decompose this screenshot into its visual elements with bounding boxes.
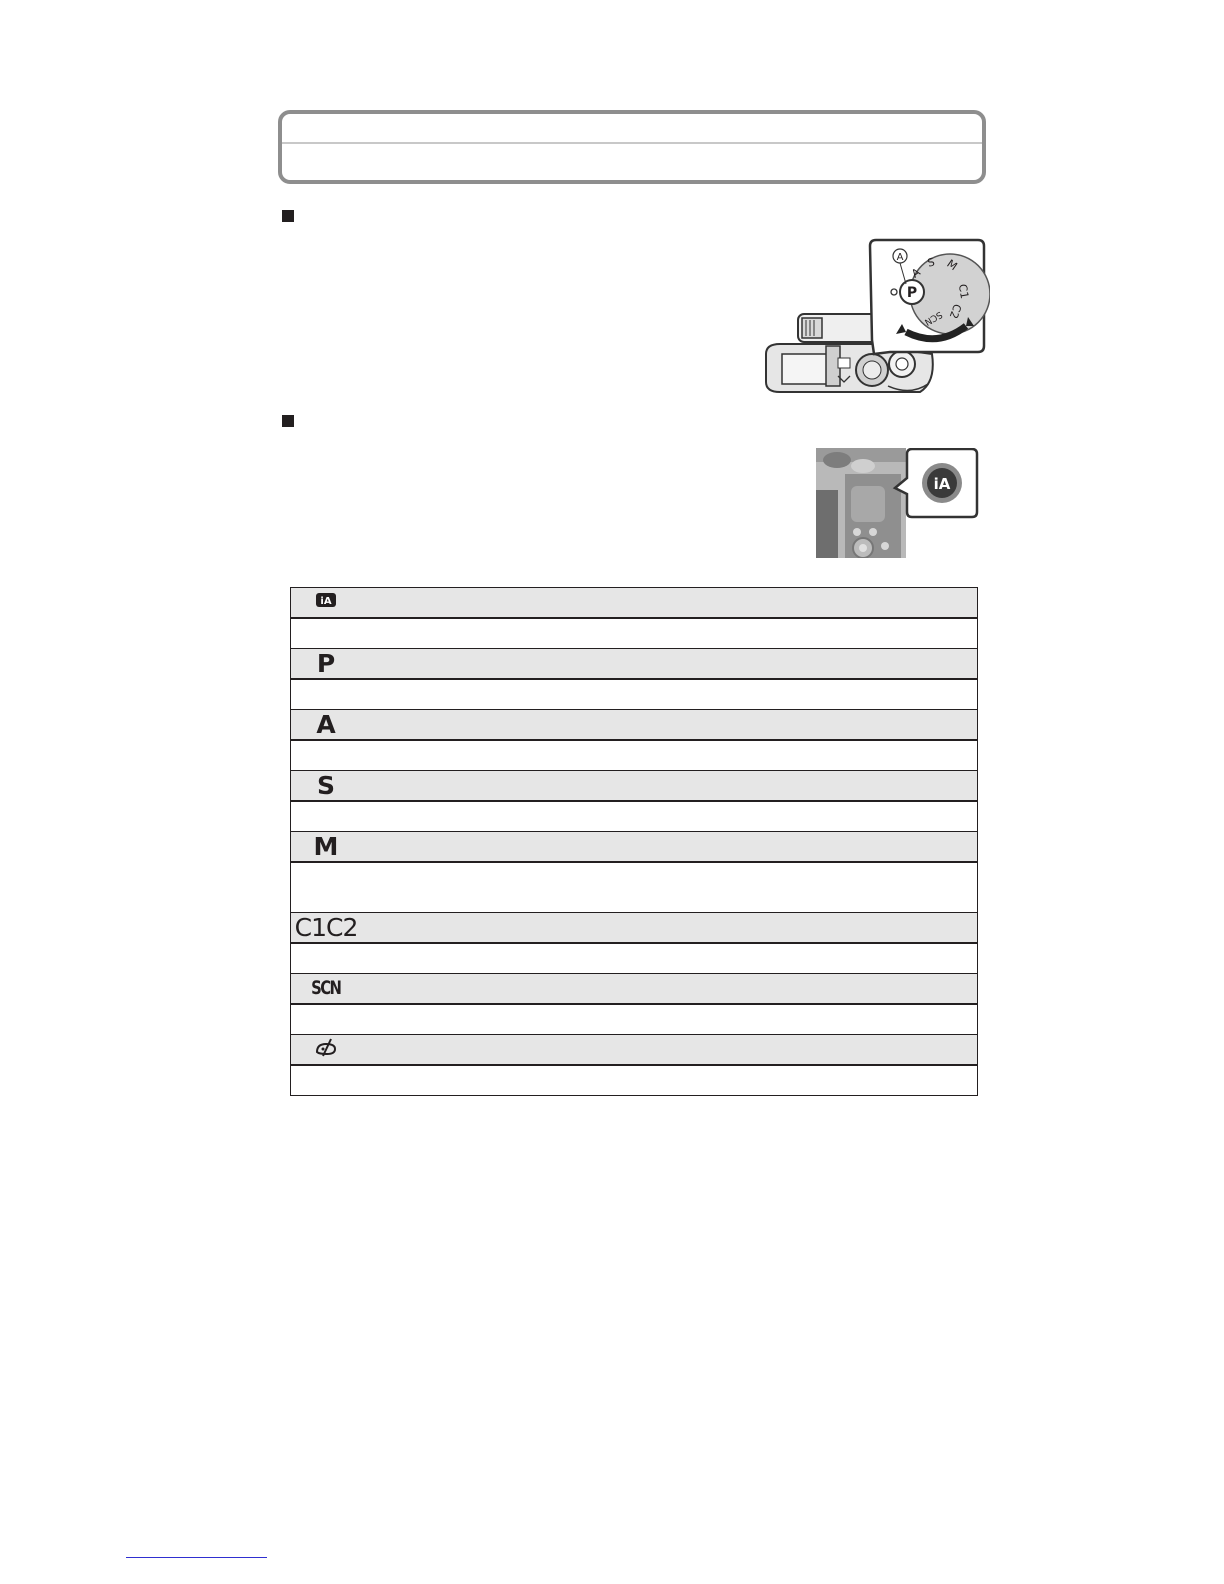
- dial-label-m: M: [944, 257, 960, 274]
- ia-button-illustration: [815, 448, 979, 558]
- table-row: [291, 649, 978, 680]
- table-row: [291, 771, 978, 802]
- shutter-priority-icon: S: [316, 771, 335, 800]
- dial-label-a: A: [909, 265, 923, 281]
- dial-zoom-callout: [870, 240, 990, 354]
- mode-header-cell: [291, 974, 978, 1005]
- intelligent-auto-icon: [291, 592, 361, 613]
- table-row: [291, 832, 978, 863]
- mode-description-cell: [291, 943, 978, 974]
- dial-label-c2: C2: [946, 302, 964, 321]
- mode-description-cell: [291, 740, 978, 771]
- table-row: [291, 588, 978, 619]
- table-row: [291, 710, 978, 741]
- mode-header-cell: [291, 913, 978, 944]
- camera-rear-photo: [816, 448, 906, 558]
- table-row: [291, 801, 978, 832]
- mode-description-cell: [291, 1004, 978, 1035]
- mode-description-cell: [291, 679, 978, 710]
- table-row: [291, 740, 978, 771]
- ia-button-label: iA: [933, 475, 951, 493]
- ia-button-callout: [895, 449, 977, 517]
- scene-mode-icon: SCN: [311, 977, 341, 999]
- section-title-box: [278, 110, 986, 184]
- table-row: [291, 618, 978, 649]
- table-row: [291, 974, 978, 1005]
- mode-dial-illustration: [760, 236, 990, 398]
- dial-label-p: P: [906, 285, 918, 301]
- aperture-priority-icon: A: [316, 710, 336, 739]
- manual-exposure-icon: M: [313, 832, 339, 861]
- footer-link-underline[interactable]: [126, 1557, 267, 1558]
- mode-description-cell: [291, 801, 978, 832]
- table-row: [291, 1004, 978, 1035]
- intelligent-auto-symbol: iA: [320, 596, 332, 607]
- program-ae-icon: P: [316, 649, 336, 678]
- mode-header-cell: [291, 710, 978, 741]
- mode-description-cell: [291, 862, 978, 913]
- recording-mode-table: [290, 587, 978, 1096]
- mode-header-cell: [291, 771, 978, 802]
- callout-a-label: A: [896, 252, 904, 263]
- custom-mode-icon: C1C2: [294, 913, 358, 942]
- table-row: [291, 1035, 978, 1066]
- table-row: [291, 679, 978, 710]
- mode-description-cell: [291, 1065, 978, 1096]
- creative-control-icon: [291, 1036, 361, 1063]
- mode-header-cell: [291, 588, 978, 619]
- mode-description-cell: [291, 618, 978, 649]
- mode-header-cell: [291, 832, 978, 863]
- table-row: [291, 913, 978, 944]
- table-row: [291, 1065, 978, 1096]
- dial-label-scn: SCN: [922, 308, 944, 327]
- section-bullet-mode-dial: [282, 210, 294, 222]
- table-row: [291, 943, 978, 974]
- dial-label-s: S: [926, 255, 937, 270]
- table-row: [291, 862, 978, 913]
- mode-header-cell: [291, 649, 978, 680]
- dial-label-c1: C1: [955, 283, 972, 300]
- mode-header-cell: [291, 1035, 978, 1066]
- title-divider: [282, 142, 982, 144]
- section-bullet-ia-button: [282, 415, 294, 427]
